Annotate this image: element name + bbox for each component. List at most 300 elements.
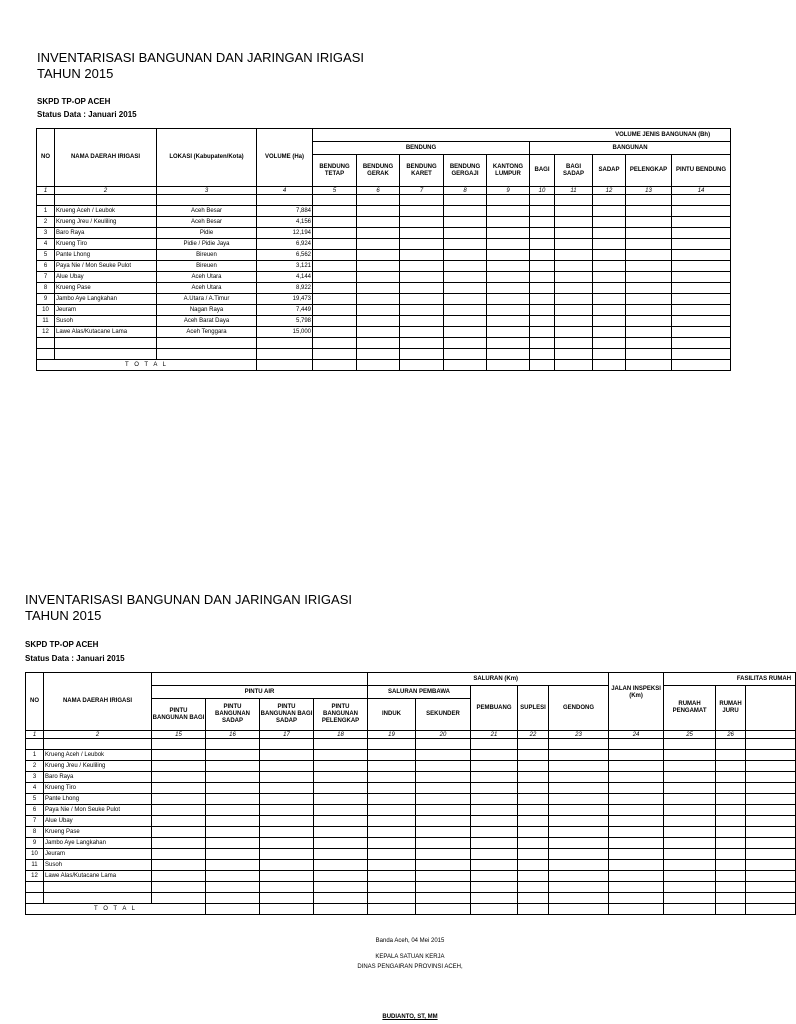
table1-cell xyxy=(313,250,357,261)
table2-cell xyxy=(746,805,796,816)
table1-cell xyxy=(626,228,672,239)
table2-cell xyxy=(609,893,664,904)
table2-index-cell: 18 xyxy=(314,731,368,739)
table1-cell xyxy=(672,228,731,239)
header-no: NO xyxy=(37,129,55,187)
table2-index-cell xyxy=(746,731,796,739)
table1-index-cell: 2 xyxy=(55,187,157,195)
table2-cell xyxy=(260,871,314,882)
row-no: 5 xyxy=(37,250,55,261)
table1-cell xyxy=(555,360,593,371)
table1-table-row xyxy=(37,217,731,228)
table2-cell xyxy=(26,739,44,750)
table2-cell xyxy=(206,783,260,794)
table1-cell xyxy=(530,316,555,327)
table2-table-row xyxy=(26,871,796,882)
table1-cell xyxy=(487,294,530,305)
table1-table-row xyxy=(37,239,731,250)
table1-cell xyxy=(593,239,626,250)
row-no: 12 xyxy=(37,327,55,338)
header2-rumah-pengamat: RUMAH PENGAMAT xyxy=(664,686,716,731)
table1-cell xyxy=(157,338,257,349)
table1-cell xyxy=(487,316,530,327)
row-lokasi: Bireuen xyxy=(157,250,257,261)
row-lokasi: Aceh Utara xyxy=(157,283,257,294)
table2-cell xyxy=(416,761,471,772)
table2-cell xyxy=(664,783,716,794)
row-no: 7 xyxy=(37,272,55,283)
table2-cell xyxy=(664,849,716,860)
row-no: 10 xyxy=(26,849,44,860)
table2-index-cell: 26 xyxy=(716,731,746,739)
table2-cell xyxy=(471,805,518,816)
table1-cell xyxy=(357,206,400,217)
header-bagi: BAGI xyxy=(530,155,555,187)
table1-cell xyxy=(487,283,530,294)
row-nama: Jambo Aye Langkahan xyxy=(55,294,157,305)
table2-cell xyxy=(206,816,260,827)
header2-pintu-sadap: PINTU BANGUNAN SADAP xyxy=(206,699,260,731)
table2-cell xyxy=(664,893,716,904)
row-nama: Krueng Tiro xyxy=(44,783,152,794)
table1-cell xyxy=(357,349,400,360)
header-bendung-tetap: BENDUNG TETAP xyxy=(313,155,357,187)
table2-cell xyxy=(716,838,746,849)
table2-cell xyxy=(746,882,796,893)
table2-cell xyxy=(716,860,746,871)
table2-cell xyxy=(416,739,471,750)
table2-cell xyxy=(416,816,471,827)
table-1 xyxy=(36,128,731,371)
table1-cell xyxy=(593,349,626,360)
table2-table-row xyxy=(26,761,796,772)
table2-cell xyxy=(152,772,206,783)
table2-cell xyxy=(549,739,609,750)
header-bangunan: BANGUNAN xyxy=(530,142,731,155)
title-1-line2: TAHUN 2015 xyxy=(37,66,114,81)
table2-cell xyxy=(368,761,416,772)
table2-cell xyxy=(44,893,152,904)
table2-cell xyxy=(716,904,746,915)
table1-cell xyxy=(487,327,530,338)
table2-cell xyxy=(152,739,206,750)
header2-fasilitas: FASILITAS RUMAH xyxy=(664,673,796,686)
table2-cell xyxy=(416,772,471,783)
table1-cell xyxy=(444,305,487,316)
table2-cell xyxy=(368,904,416,915)
table2-cell xyxy=(314,904,368,915)
row-nama: Krueng Aceh / Leubok xyxy=(55,206,157,217)
table2-cell xyxy=(471,772,518,783)
table1-cell xyxy=(313,261,357,272)
title-1-line1: INVENTARISASI BANGUNAN DAN JARINGAN IRIGASI xyxy=(37,50,364,65)
position-line2: DINAS PENGAIRAN PROVINSI ACEH, xyxy=(357,964,463,970)
table2-cell xyxy=(664,827,716,838)
table2-cell xyxy=(746,783,796,794)
table1-cell xyxy=(487,217,530,228)
row-volume: 12,194 xyxy=(257,228,313,239)
row-no: 1 xyxy=(37,206,55,217)
table1-cell xyxy=(555,217,593,228)
table2-blank-row xyxy=(26,893,796,904)
table1-cell xyxy=(444,316,487,327)
header-bendung-gergaji: BENDUNG GERGAJI xyxy=(444,155,487,187)
table1-cell xyxy=(672,239,731,250)
table2-table-row xyxy=(26,783,796,794)
table2-cell xyxy=(609,871,664,882)
row-volume: 6,562 xyxy=(257,250,313,261)
table1-cell xyxy=(593,228,626,239)
header-bendung-karet: BENDUNG KARET xyxy=(400,155,444,187)
table1-total-row xyxy=(37,360,731,371)
table1-cell xyxy=(37,195,55,206)
table2-cell xyxy=(471,882,518,893)
table2-cell xyxy=(716,794,746,805)
table2-cell xyxy=(206,871,260,882)
table2-cell xyxy=(152,794,206,805)
table1-cell xyxy=(487,195,530,206)
table2-cell xyxy=(152,805,206,816)
table1-table-row xyxy=(37,305,731,316)
table1-cell xyxy=(444,349,487,360)
table1-cell xyxy=(357,228,400,239)
table1-index-cell: 9 xyxy=(487,187,530,195)
header-kantong-lumpur: KANTONG LUMPUR xyxy=(487,155,530,187)
row-lokasi: Aceh Barat Daya xyxy=(157,316,257,327)
table2-cell xyxy=(368,750,416,761)
table1-cell xyxy=(555,338,593,349)
table1-cell xyxy=(487,305,530,316)
table1-cell xyxy=(593,305,626,316)
table1-cell xyxy=(313,294,357,305)
table1-cell xyxy=(357,195,400,206)
table2-cell xyxy=(368,838,416,849)
row-nama: Susoh xyxy=(55,316,157,327)
row-volume: 8,922 xyxy=(257,283,313,294)
table2-cell xyxy=(471,739,518,750)
table2-cell xyxy=(416,783,471,794)
table2-cell xyxy=(206,904,260,915)
table1-cell xyxy=(487,360,530,371)
header2-blank xyxy=(152,673,368,686)
table2-cell xyxy=(152,860,206,871)
skpd-2: SKPD TP-OP ACEH xyxy=(25,640,99,649)
table2-cell xyxy=(152,783,206,794)
table2-cell xyxy=(716,882,746,893)
table1-cell xyxy=(555,294,593,305)
row-lokasi: Aceh Tenggara xyxy=(157,327,257,338)
row-no: 4 xyxy=(37,239,55,250)
table2-index-row xyxy=(26,731,796,739)
table1-table-row xyxy=(37,250,731,261)
table2-index-cell: 21 xyxy=(471,731,518,739)
table1-cell xyxy=(487,239,530,250)
table1-cell xyxy=(626,195,672,206)
row-lokasi: Aceh Utara xyxy=(157,272,257,283)
table2-cell xyxy=(152,882,206,893)
table1-cell xyxy=(400,206,444,217)
table2-cell xyxy=(609,739,664,750)
row-volume: 4,156 xyxy=(257,217,313,228)
table2-cell xyxy=(152,871,206,882)
table2-cell xyxy=(471,904,518,915)
table2-table-row xyxy=(26,849,796,860)
table1-table-row xyxy=(37,283,731,294)
table1-cell xyxy=(530,272,555,283)
table2-cell xyxy=(152,816,206,827)
table1-cell xyxy=(357,261,400,272)
table1-cell xyxy=(313,316,357,327)
table2-cell xyxy=(206,794,260,805)
table1-cell xyxy=(400,228,444,239)
table2-cell xyxy=(609,750,664,761)
table2-cell xyxy=(746,904,796,915)
table1-cell xyxy=(444,338,487,349)
table2-cell xyxy=(716,761,746,772)
table1-cell xyxy=(400,327,444,338)
table1-cell xyxy=(530,283,555,294)
table2-table-row xyxy=(26,772,796,783)
table1-cell xyxy=(313,239,357,250)
table1-cell xyxy=(530,360,555,371)
table1-cell xyxy=(672,360,731,371)
table2-cell xyxy=(471,838,518,849)
header2-nama: NAMA DAERAH IRIGASI xyxy=(44,673,152,731)
table1-index-cell: 13 xyxy=(626,187,672,195)
table1-cell xyxy=(400,316,444,327)
row-no: 2 xyxy=(26,761,44,772)
row-nama: Paya Nie / Mon Seuke Pulot xyxy=(55,261,157,272)
table1-cell xyxy=(626,316,672,327)
table1-cell xyxy=(444,206,487,217)
table1-cell xyxy=(313,206,357,217)
table2-cell xyxy=(609,882,664,893)
table-2 xyxy=(25,672,796,915)
table2-cell xyxy=(260,783,314,794)
table1-cell xyxy=(357,283,400,294)
table2-cell xyxy=(260,794,314,805)
table1-cell xyxy=(357,272,400,283)
table1-cell xyxy=(313,349,357,360)
table2-cell xyxy=(471,827,518,838)
table1-cell xyxy=(626,272,672,283)
table2-cell xyxy=(609,849,664,860)
table2-index-cell: 20 xyxy=(416,731,471,739)
table2-index-cell: 2 xyxy=(44,731,152,739)
row-volume: 5,798 xyxy=(257,316,313,327)
row-no: 7 xyxy=(26,816,44,827)
header2-pintu-pelengkap: PINTU BANGUNAN PELENGKAP xyxy=(314,699,368,731)
row-no: 2 xyxy=(37,217,55,228)
table2-cell xyxy=(609,783,664,794)
table2-cell xyxy=(368,794,416,805)
table1-cell xyxy=(487,206,530,217)
table1-cell xyxy=(37,349,55,360)
table2-cell xyxy=(746,860,796,871)
header2-saluran-pembawa: SALURAN PEMBAWA xyxy=(368,686,471,699)
table2-cell xyxy=(368,871,416,882)
table2-cell xyxy=(471,816,518,827)
header2-induk: INDUK xyxy=(368,699,416,731)
table2-cell xyxy=(609,772,664,783)
table1-blank-row xyxy=(37,195,731,206)
table1-cell xyxy=(626,327,672,338)
table2-cell xyxy=(314,750,368,761)
table2-cell xyxy=(716,739,746,750)
table2-cell xyxy=(368,816,416,827)
table2-cell xyxy=(549,805,609,816)
header2-pintu-bagi-sadap: PINTU BANGUNAN BAGI SADAP xyxy=(260,699,314,731)
header-bendung: BENDUNG xyxy=(313,142,530,155)
table1-cell xyxy=(672,338,731,349)
table2-cell xyxy=(26,882,44,893)
table1-cell xyxy=(444,217,487,228)
row-no: 9 xyxy=(37,294,55,305)
row-nama: Susoh xyxy=(44,860,152,871)
table1-cell xyxy=(672,294,731,305)
table2-cell xyxy=(314,838,368,849)
table2-cell xyxy=(206,827,260,838)
row-nama: Krueng Aceh / Leubok xyxy=(44,750,152,761)
table-2-clip xyxy=(25,672,792,932)
row-no: 6 xyxy=(37,261,55,272)
table2-cell xyxy=(716,849,746,860)
table1-cell xyxy=(357,338,400,349)
table2-cell xyxy=(664,871,716,882)
table1-cell xyxy=(444,294,487,305)
table2-cell xyxy=(368,860,416,871)
table2-cell xyxy=(518,739,549,750)
header-bendung-gerak: BENDUNG GERAK xyxy=(357,155,400,187)
table1-cell xyxy=(400,349,444,360)
row-volume: 15,000 xyxy=(257,327,313,338)
row-nama: Lawe Alas/Kutacane Lama xyxy=(44,871,152,882)
table2-total-label: T O T A L xyxy=(26,904,206,915)
table1-cell xyxy=(530,327,555,338)
table2-cell xyxy=(518,849,549,860)
table2-blank-row xyxy=(26,739,796,750)
table2-cell xyxy=(152,761,206,772)
row-nama: Paya Nie / Mon Seuke Pulot xyxy=(44,805,152,816)
table2-cell xyxy=(664,750,716,761)
table2-cell xyxy=(518,783,549,794)
table2-cell xyxy=(260,904,314,915)
row-volume: 6,924 xyxy=(257,239,313,250)
table2-cell xyxy=(260,772,314,783)
row-nama: Krueng Pase xyxy=(55,283,157,294)
table1-cell xyxy=(555,349,593,360)
table2-cell xyxy=(471,860,518,871)
table2-cell xyxy=(716,893,746,904)
table2-table-row xyxy=(26,838,796,849)
table1-index-cell: 10 xyxy=(530,187,555,195)
row-volume: 4,144 xyxy=(257,272,313,283)
table2-cell xyxy=(416,838,471,849)
row-no: 8 xyxy=(26,827,44,838)
table2-cell xyxy=(549,849,609,860)
table1-cell xyxy=(400,338,444,349)
table2-cell xyxy=(664,739,716,750)
table2-cell xyxy=(314,827,368,838)
place-date: Banda Aceh, 04 Mei 2015 xyxy=(375,938,445,944)
table1-cell xyxy=(593,206,626,217)
table1-cell xyxy=(487,349,530,360)
table1-cell xyxy=(444,261,487,272)
row-no: 4 xyxy=(26,783,44,794)
row-nama: Jeuram xyxy=(55,305,157,316)
table2-cell xyxy=(609,827,664,838)
table1-total-label: T O T A L xyxy=(37,360,257,371)
table1-cell xyxy=(672,217,731,228)
row-no: 6 xyxy=(26,805,44,816)
table1-cell xyxy=(400,294,444,305)
table2-cell xyxy=(368,882,416,893)
table2-cell xyxy=(314,794,368,805)
table2-cell xyxy=(260,816,314,827)
table1-cell xyxy=(400,272,444,283)
table2-cell xyxy=(416,871,471,882)
table1-cell xyxy=(593,294,626,305)
table1-cell xyxy=(626,239,672,250)
table2-cell xyxy=(260,838,314,849)
table1-cell xyxy=(672,250,731,261)
header2-sekunder: SEKUNDER xyxy=(416,699,471,731)
table1-cell xyxy=(313,217,357,228)
table2-cell xyxy=(206,860,260,871)
row-volume: 7,884 xyxy=(257,206,313,217)
table1-cell xyxy=(555,250,593,261)
table2-cell xyxy=(471,794,518,805)
table2-cell xyxy=(260,761,314,772)
header2-jalan: JALAN INSPEKSI (Km) xyxy=(609,686,664,731)
row-nama: Krueng Tiro xyxy=(55,239,157,250)
header-bagi-sadap: BAGI SADAP xyxy=(555,155,593,187)
table2-cell xyxy=(416,827,471,838)
table1-cell xyxy=(313,195,357,206)
table2-cell xyxy=(260,805,314,816)
table1-table-row xyxy=(37,261,731,272)
row-no: 11 xyxy=(26,860,44,871)
row-lokasi: A.Utara / A.Timur xyxy=(157,294,257,305)
table2-cell xyxy=(609,794,664,805)
header2-gendong: GENDONG xyxy=(549,686,609,731)
table2-cell xyxy=(609,860,664,871)
table1-cell xyxy=(487,272,530,283)
table1-cell xyxy=(530,228,555,239)
table2-cell xyxy=(152,827,206,838)
table2-cell xyxy=(664,860,716,871)
table1-cell xyxy=(357,327,400,338)
table1-cell xyxy=(444,327,487,338)
table1-cell xyxy=(593,261,626,272)
table1-cell xyxy=(444,360,487,371)
table2-table-row xyxy=(26,794,796,805)
table1-cell xyxy=(626,349,672,360)
table1-cell xyxy=(400,305,444,316)
table1-blank-row xyxy=(37,338,731,349)
table2-cell xyxy=(518,816,549,827)
row-lokasi: Bireuen xyxy=(157,261,257,272)
table2-cell xyxy=(746,794,796,805)
table2-cell xyxy=(152,838,206,849)
table2-cell xyxy=(260,739,314,750)
table1-cell xyxy=(487,261,530,272)
table2-table-row xyxy=(26,750,796,761)
table2-index-cell: 19 xyxy=(368,731,416,739)
table1-cell xyxy=(444,250,487,261)
table1-table-row xyxy=(37,327,731,338)
table2-index-cell: 22 xyxy=(518,731,549,739)
